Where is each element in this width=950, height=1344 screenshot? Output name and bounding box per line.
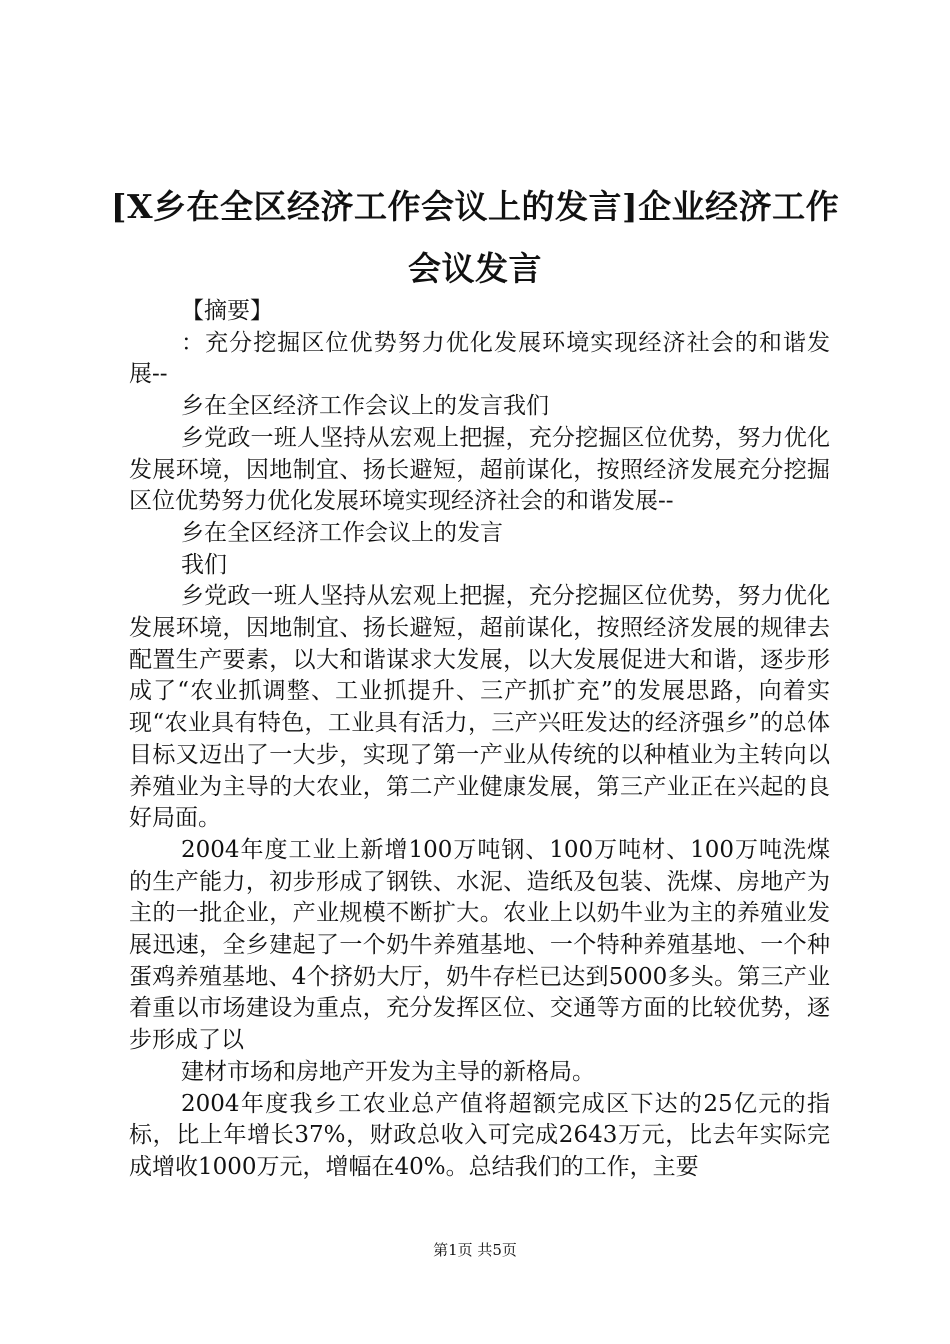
body-paragraph: 乡党政一班人坚持从宏观上把握，充分挖掘区位优势，努力优化发展环境，因地制宜、扬长避短，超前谋化，按照经济发展充分挖掘区位优势努力优化发展环境实现经济社会的和谐发展-- — [129, 424, 830, 515]
abstract-heading: 【摘要】 — [181, 298, 273, 324]
body-paragraph: 2004年度我乡工农业总产值将超额完成区下达的25亿元的指标，比上年增长37%，财政总收入可完成2643万元，比去年实际完成增收1000万元，增幅在40%。总结我们的工作，主要 — [129, 1090, 830, 1180]
document-body — [129, 296, 830, 1184]
body-paragraph: 乡在全区经济工作会议上的发言我们 — [181, 393, 549, 420]
body-paragraph: 我们 — [181, 551, 227, 578]
body-paragraph: 建材市场和房地产开发为主导的新格局。 — [181, 1058, 595, 1085]
body-paragraph: 乡在全区经济工作会议上的发言 — [181, 519, 503, 546]
body-paragraph: 2004年度工业上新增100万吨钢、100万吨材、100万吨洗煤的生产能力，初步形成了钢铁、水泥、造纸及包装、洗煤、房地产为主的一批企业，产业规模不断扩大。农业上以奶牛业为主的养殖业发展迅速，全乡建起了一个奶牛养殖基地、一个特种养殖基地、一个种蛋鸡养殖基地、4个挤奶大厅，奶牛存栏已达到5000多头。第三产业着重以市场建设为重点，充分发挥区位、交通等方面的比较优势，逐步形成了以 — [129, 836, 830, 1054]
document-title: [X乡在全区经济工作会议上的发言]企业经济工作会议发言 — [110, 187, 840, 288]
body-paragraph: 乡党政一班人坚持从宏观上把握，充分挖掘区位优势，努力优化发展环境，因地制宜、扬长避短，超前谋化，按照经济发展的规律去配置生产要素，以大和谐谋求大发展，以大发展促进大和谐，逐步形成了“农业抓调整、工业抓提升、三产抓扩充”的发展思路，向着实现“农业具有特色，工业具有活力，三产兴旺发达的经济强乡”的总体目标又迈出了一大步，实现了第一产业从传统的以种植业为主转向以养殖业为主导的大农业，第二产业健康发展，第三产业正在兴起的良好局面。 — [129, 583, 830, 832]
page-footer: 第1页 共5页 — [433, 1241, 517, 1259]
body-paragraph: ：充分挖掘区位优势努力优化发展环境实现经济社会的和谐发展-- — [129, 329, 830, 388]
